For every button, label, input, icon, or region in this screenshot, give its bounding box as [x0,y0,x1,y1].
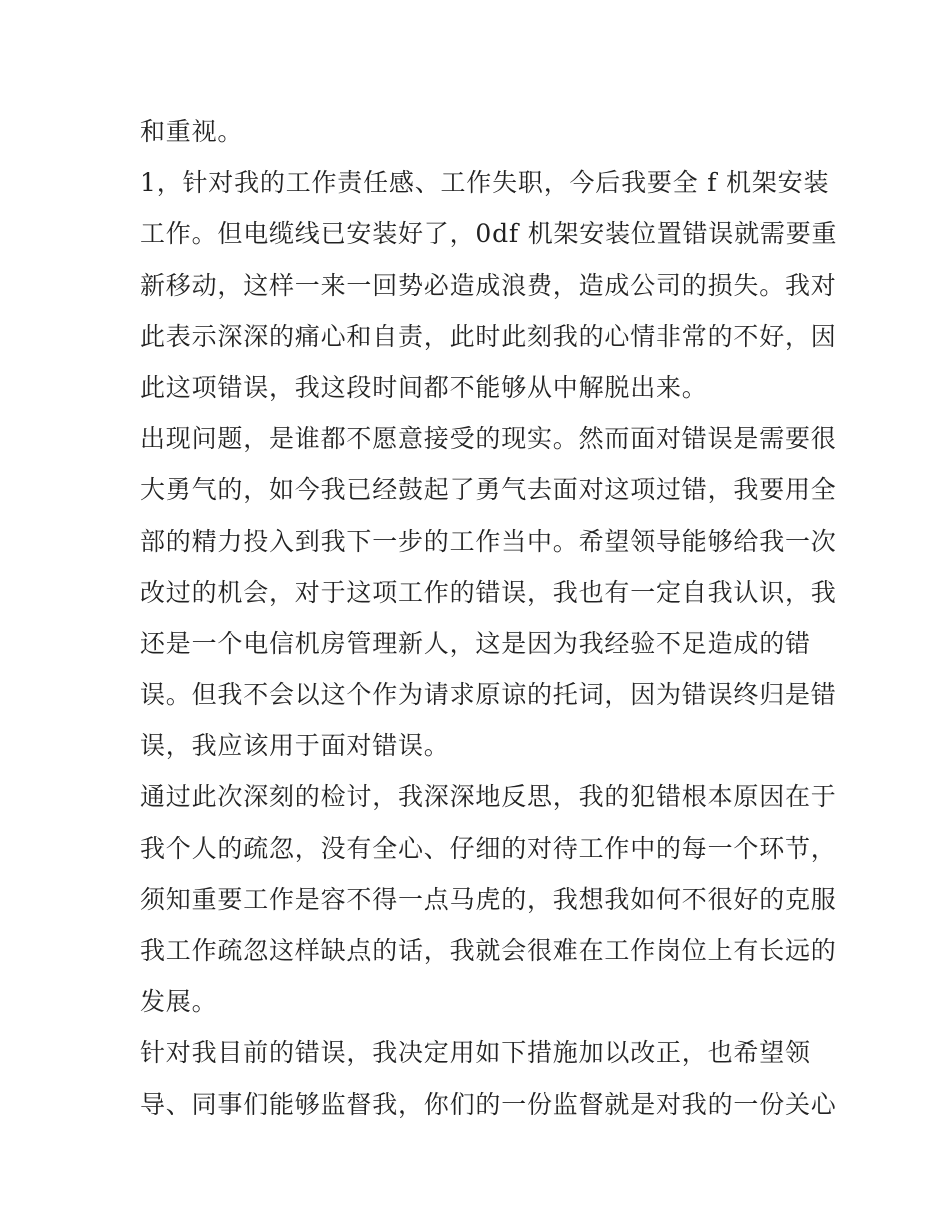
text-line: 通过此次深刻的检讨，我深深地反思，我的犯错根本原因在于 [140,782,837,812]
text-line: 我工作疏忽这样缺点的话，我就会很难在工作岗位上有长远的 [140,936,837,965]
text-line: 针对我目前的错误，我决定用如下措施加以改正，也希望领 [140,1038,811,1068]
text-line: 大勇气的，如今我已经鼓起了勇气去面对这项过错，我要用全 [140,475,837,505]
text-line: 须知重要工作是容不得一点马虎的，我想我如何不很好的克服 [140,884,837,914]
text-line: 导、同事们能够监督我，你们的一份监督就是对我的一份关心 [140,1089,837,1119]
text-line: 误。但我不会以这个作为请求原谅的托词，因为错误终归是错 [140,680,837,710]
text-line: 我个人的疏忽，没有全心、仔细的对待工作中的每一个环节， [140,833,837,863]
text-line: 1，针对我的工作责任感、工作失职，今后我要全 f 机架安装 [140,168,830,198]
text-line: 发展。 [140,987,218,1017]
text-line: 还是一个电信机房管理新人，这是因为我经验不足造成的错 [140,628,811,658]
text-line: 误，我应该用于面对错误。 [140,731,450,761]
text-line: 出现问题，是谁都不愿意接受的现实。然而面对错误是需要很 [140,424,837,454]
text-line: 改过的机会，对于这项工作的错误，我也有一定自我认识，我 [140,577,837,607]
text-line: 此这项错误，我这段时间都不能够从中解脱出来。 [140,372,708,402]
text-line: 部的精力投入到我下一步的工作当中。希望领导能够给我一次 [140,526,837,556]
document-body [140,106,838,1130]
text-line: 和重视。 [140,117,244,146]
text-line: 工作。但电缆线已安装好了，0df 机架安装位置错误就需要重 [140,219,838,249]
text-line: 新移动，这样一来一回势必造成浪费，造成公司的损失。我对 [140,270,837,300]
text-line: 此表示深深的痛心和自责，此时此刻我的心情非常的不好，因 [140,321,837,351]
